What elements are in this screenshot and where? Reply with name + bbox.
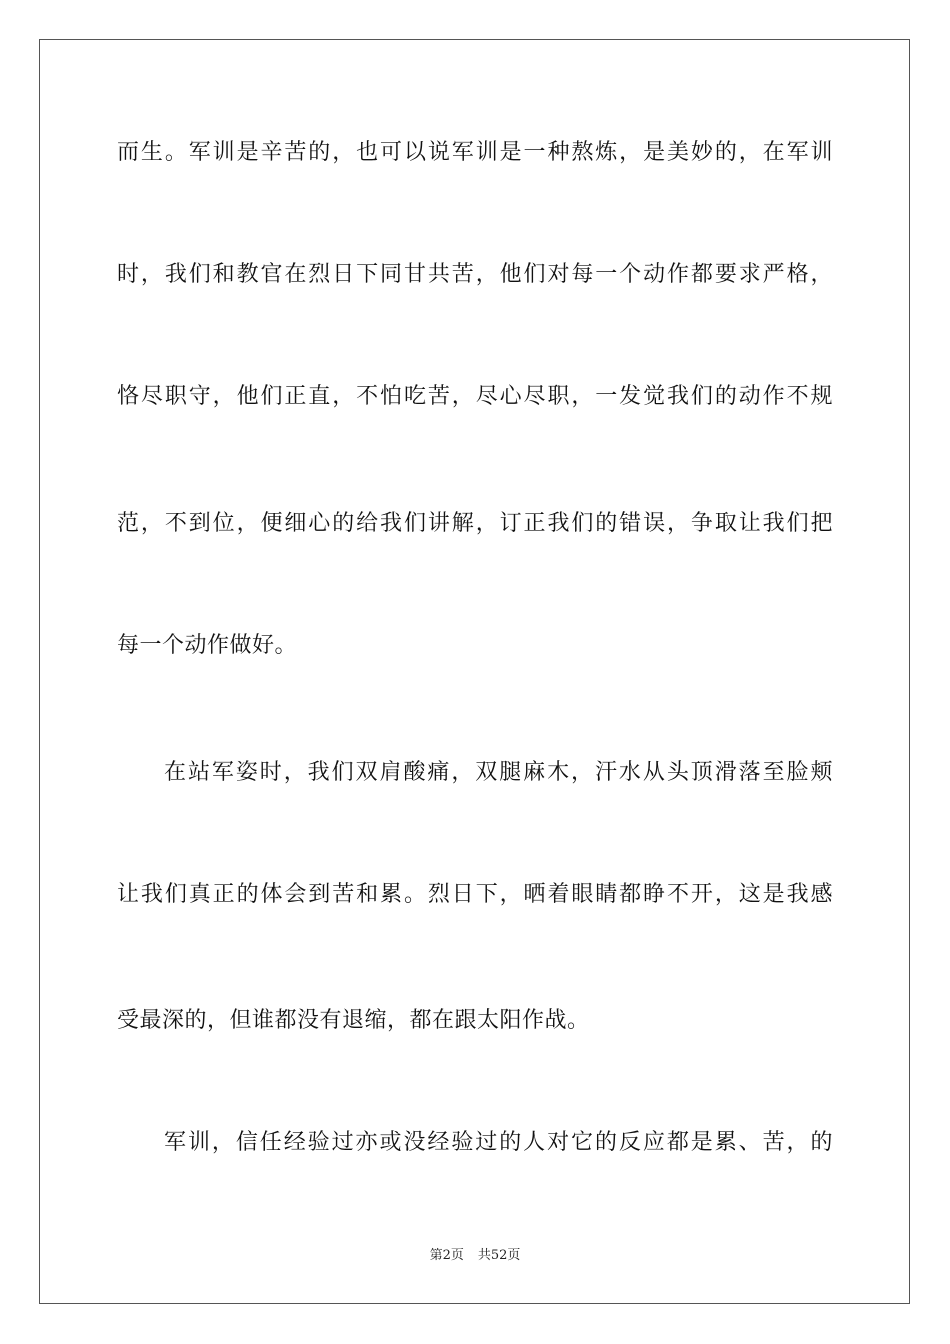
- paragraph-line: 而生。军训是辛苦的，也可以说军训是一种熬炼，是美妙的，在军训: [117, 140, 833, 165]
- paragraph-line: 受最深的，但谁都没有退缩，都在跟太阳作战。: [117, 1008, 590, 1033]
- paragraph-line: 在站军姿时，我们双肩酸痛，双腿麻木，汗水从头顶滑落至脸颊: [164, 760, 833, 785]
- page-number: 第2页: [429, 1248, 464, 1263]
- paragraph-line: 军训，信任经验过亦或没经验过的人对它的反应都是累、苦，的: [164, 1130, 833, 1155]
- paragraph-line: 让我们真正的体会到苦和累。烈日下，晒着眼睛都睁不开，这是我感: [117, 882, 833, 907]
- page-border: [39, 39, 910, 1304]
- paragraph-line: 每一个动作做好。: [117, 633, 298, 658]
- page-footer: [0, 1247, 950, 1265]
- paragraph-line: 时，我们和教官在烈日下同甘共苦，他们对每一个动作都要求严格，: [117, 262, 833, 287]
- paragraph-line: 范，不到位，便细心的给我们讲解，订正我们的错误，争取让我们把: [117, 511, 833, 536]
- page-total: 共52页: [477, 1248, 521, 1263]
- paragraph-line: 恪尽职守，他们正直，不怕吃苦，尽心尽职，一发觉我们的动作不规: [117, 384, 833, 409]
